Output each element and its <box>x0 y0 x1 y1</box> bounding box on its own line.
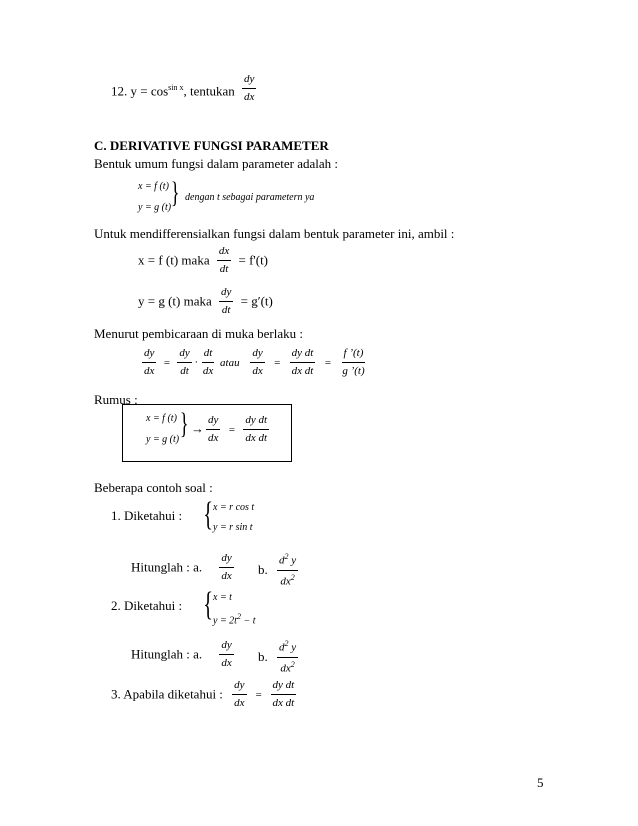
rumus-equation: $\frac{dy}{dx}$ = $\frac{\text{dy dt}}{\text{dx dt}}$ <box>208 414 268 444</box>
rumus-brace: } <box>179 407 189 440</box>
example-1-x: x = r cos t <box>213 502 255 513</box>
example-1-brace: { <box>203 496 214 533</box>
param-y: y = g (t) <box>138 202 172 213</box>
example-2-y: $y = 2t^2 - t$ <box>213 612 256 627</box>
param-x: x = f (t) <box>138 181 169 192</box>
example-1-y: y = r sin t <box>213 522 253 533</box>
example-2-label: 2. Diketahui : <box>111 598 183 613</box>
problem-expression: y = cos <box>130 83 169 99</box>
page-number: 5 <box>537 775 544 790</box>
discussion-text: Menurut pembicaraan di muka berlaku : <box>94 326 304 341</box>
example-2-hitung: Hitunglah : a. $\frac{dy}{dx}$ <box>131 639 232 669</box>
problem-instruction: , tentukan <box>183 83 235 99</box>
example-1-hitung: Hitunglah : a. $\frac{dy}{dx}$ <box>131 552 232 582</box>
chain-rule-equation: $\frac{dy}{dx}$ = $\frac{dy}{dt}$ · $\frac{dt}{dx}$ atau $\frac{dy}{dx}$ = $\frac{\text{dy dt}}{\text{dx dt}}$ = $\frac{f ’(t)}{g ’(t)}$ <box>144 347 365 377</box>
param-note: dengan t sebagai parametern ya <box>185 192 315 203</box>
problem-fraction: $\frac{dy}{dx}$ <box>244 73 255 103</box>
example-1-label: 1. Diketahui : <box>111 508 183 523</box>
section-intro: Bentuk umum fungsi dalam parameter adalah : <box>94 156 339 171</box>
example-1-b: b. $\frac{d^2 y}{dx^2}$ <box>258 552 297 588</box>
example-2-brace: { <box>203 586 214 623</box>
rumus-label: Rumus : <box>94 392 138 407</box>
rumus-x: x = f (t) <box>146 413 177 424</box>
derivative-x-line: x = f (t) maka $\frac{dx}{dt}$ = f'(t) <box>138 245 269 275</box>
section-heading: C. DERIVATIVE FUNGSI PARAMETER <box>94 138 329 153</box>
rumus-y: y = g (t) <box>146 434 180 445</box>
example-3: 3. Apabila diketahui : $\frac{dy}{dx}$ = $\frac{\text{dy dt}}{\text{dx dt}}$ <box>111 679 295 709</box>
problem-12 <box>111 73 256 103</box>
derivative-y-line: y = g (t) maka $\frac{dy}{dt}$ = g′(t) <box>138 286 273 316</box>
param-brace: } <box>170 176 180 209</box>
rumus-arrow: → <box>191 421 204 436</box>
example-2-x: x = t <box>213 592 232 603</box>
example-2-b: b. $\frac{d^2 y}{dx^2}$ <box>258 639 297 675</box>
examples-intro: Beberapa contoh soal : <box>94 480 213 495</box>
problem-exponent: sin x <box>168 83 184 93</box>
differentiate-intro: Untuk mendifferensialkan fungsi dalam bentuk parameter ini, ambil : <box>94 226 455 241</box>
problem-number: 12. <box>111 83 128 99</box>
